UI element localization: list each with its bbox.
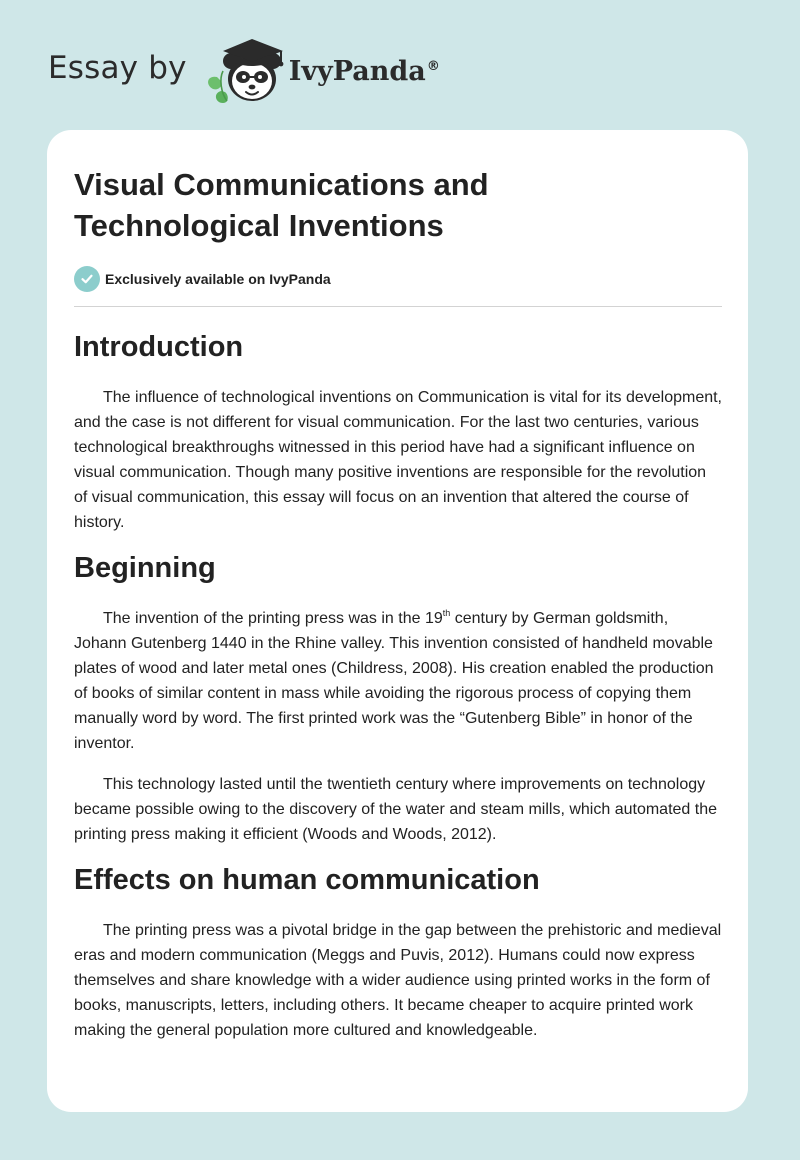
superscript-th: th: [442, 607, 451, 618]
ivypanda-logo: [201, 31, 293, 109]
section-heading-effects: Effects on human communication: [74, 864, 540, 896]
essay-title-line-1: Visual Communications and: [74, 167, 489, 202]
paragraph-beginning-1: The invention of the printing press was in the 19th century by German goldsmith, Johann Gutenberg 1440 in the Rhine valley. This invention consisted of handheld movable plates of wood and later metal ones (Childress, 2008). His creation enabled the production of books of similar content in mass while avoiding the rigorous process of copying them manually word by word. The first printed work was the “Gutenberg Bible” in honor of the inventor.: [74, 607, 714, 752]
brand-prefix: Essay by: [48, 50, 187, 86]
paragraph-effects: The printing press was a pivotal bridge in the gap between the prehistoric and medieval eras and modern communication (Meggs and Puvis, 2012). Humans could now express themselves and share knowledge with a wider audience using printed works in the form of books, manuscripts, letters, including others. It became cheaper to acquire printed work making the general population more cultured and knowledgeable.: [74, 922, 722, 1039]
registered-mark: ®: [426, 58, 440, 74]
brand-header: [48, 30, 440, 110]
paragraph-introduction: The influence of technological inventions on Communication is vital for its development, and the case is not different for visual communication. For the last two centuries, various technological breakthroughs witnessed in this period have had a significant influence on visual communication. Though many positive inventions are responsible for the revolution of visual communication, this essay will focus on an invention that altered the course of history.: [74, 389, 722, 531]
exclusive-badge: [74, 266, 722, 292]
exclusive-text: Exclusively available on IvyPanda: [105, 271, 331, 287]
essay-title: [74, 164, 722, 246]
paragraph-beginning-2: This technology lasted until the twentieth century where improvements on technology became possible owing to the discovery of the water and steam mills, which automated the printing press making it efficient (Woods and Woods, 2012).: [74, 776, 717, 843]
check-circle-icon: [74, 266, 100, 292]
section-heading-introduction: Introduction: [74, 331, 244, 363]
essay-card: [47, 130, 748, 1112]
section-heading-beginning: Beginning: [74, 552, 216, 584]
essay-title-line-2: Technological Inventions: [74, 208, 444, 243]
divider: [74, 306, 722, 307]
brand-name: IvyPanda®: [288, 55, 440, 87]
